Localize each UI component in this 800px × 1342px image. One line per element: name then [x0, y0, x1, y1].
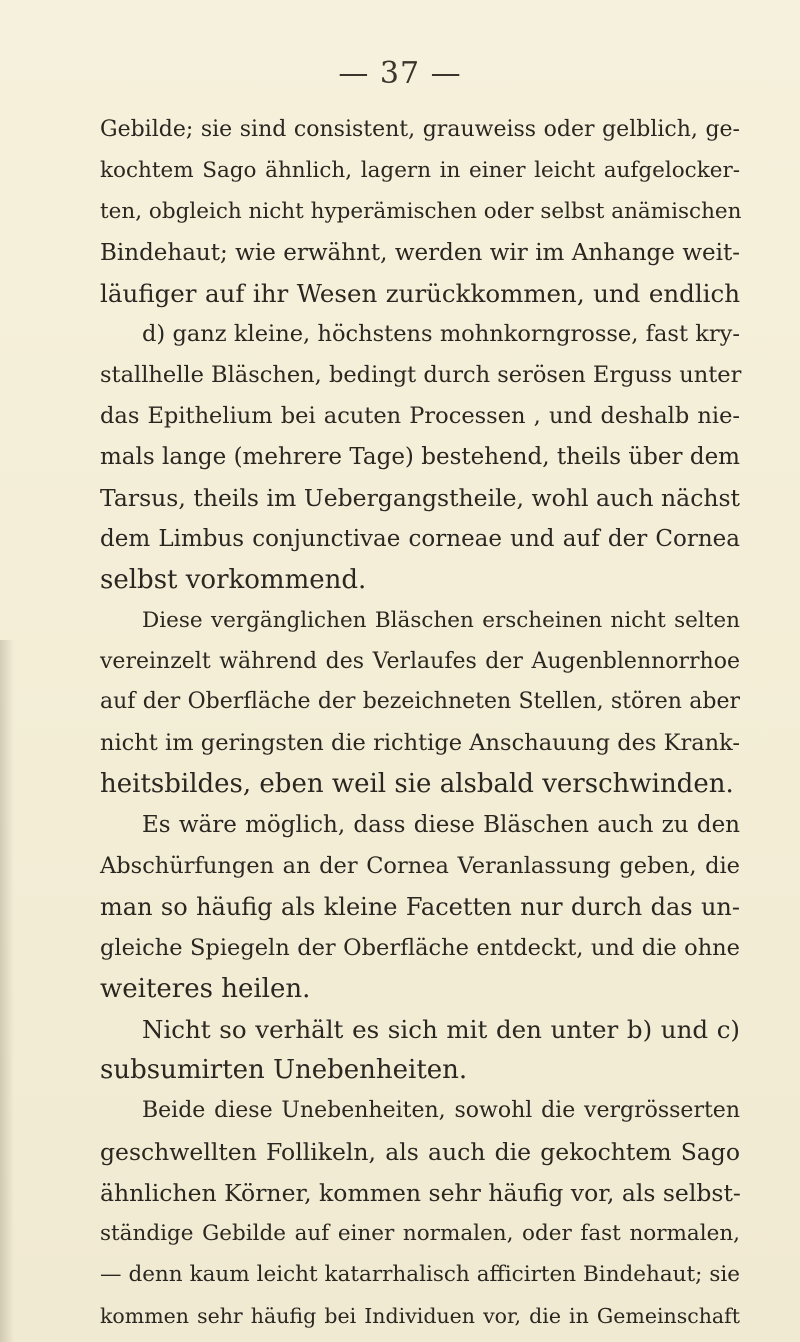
- text-line-24: subsumirten Unebenheiten.: [100, 1055, 468, 1086]
- text-line-18: Es wäre möglich, dass diese Bläschen auch zu den: [142, 812, 740, 839]
- text-line-23: Nicht so verhält es sich mit den unter b) und c): [142, 1014, 740, 1044]
- text-line-14: vereinzelt während des Verlaufes der Augenblennorrhoe: [100, 648, 740, 674]
- text-line-17: heitsbildes, eben weil sie alsbald verschwinden.: [100, 769, 734, 800]
- text-line-16: nicht im geringsten die richtige Anschauung des Krank-: [100, 730, 740, 757]
- text-line-1: Gebilde; sie sind consistent, grauweiss oder gelblich, ge-: [100, 117, 740, 142]
- text-line-25: Beide diese Unebenheiten, sowohl die vergrösserten: [142, 1098, 740, 1124]
- text-line-30: kommen sehr häufig bei Individuen vor, die in Gemeinschaft: [100, 1303, 740, 1328]
- text-line-12: selbst vorkommend.: [100, 564, 367, 595]
- text-line-15: auf der Oberfläche der bezeichneten Stellen, stören aber: [100, 689, 740, 715]
- text-line-3: ten, obgleich nicht hyperämischen oder selbst anämischen: [100, 198, 742, 224]
- text-line-2: kochtem Sago ähnlich, lagern in einer leicht aufgelocker-: [100, 157, 740, 183]
- text-line-28: ständige Gebilde auf einer normalen, oder fast normalen,: [100, 1221, 740, 1247]
- body-text: [100, 110, 740, 1337]
- page-number: — 37 —: [338, 56, 462, 91]
- text-line-19: Abschürfungen an der Cornea Veranlassung geben, die: [100, 853, 740, 880]
- text-line-27: ähnlichen Körner, kommen sehr häufig vor, als selbst-: [100, 1179, 741, 1208]
- text-line-26: geschwellten Follikeln, als auch die gekochtem Sago: [100, 1138, 740, 1167]
- text-line-6: d) ganz kleine, höchstens mohnkorngrosse, fast kry-: [142, 321, 740, 348]
- text-line-8: das Epithelium bei acuten Processen , und deshalb nie-: [100, 403, 740, 430]
- page-edge-shadow: [0, 640, 14, 1342]
- text-line-13: Diese vergänglichen Bläschen erscheinen nicht selten: [142, 607, 740, 633]
- text-line-29: — denn kaum leicht katarrhalisch afficirten Bindehaut; sie: [100, 1261, 740, 1287]
- text-line-11: dem Limbus conjunctivae corneae und auf der Cornea: [100, 525, 740, 552]
- text-line-10: Tarsus, theils im Uebergangstheile, wohl auch nächst: [100, 484, 740, 513]
- text-line-5: läufiger auf ihr Wesen zurückkommen, und endlich: [100, 278, 740, 308]
- text-line-9: mals lange (mehrere Tage) bestehend, theils über dem: [100, 444, 740, 471]
- text-line-4: Bindehaut; wie erwähnt, werden wir im Anhange weit-: [100, 239, 740, 266]
- text-line-20: man so häufig als kleine Facetten nur durch das un-: [100, 892, 740, 921]
- text-line-7: stallhelle Bläschen, bedingt durch serösen Erguss unter: [100, 362, 742, 389]
- text-line-21: gleiche Spiegeln der Oberfläche entdeckt, und die ohne: [100, 934, 740, 961]
- text-line-22: weiteres heilen.: [100, 973, 311, 1004]
